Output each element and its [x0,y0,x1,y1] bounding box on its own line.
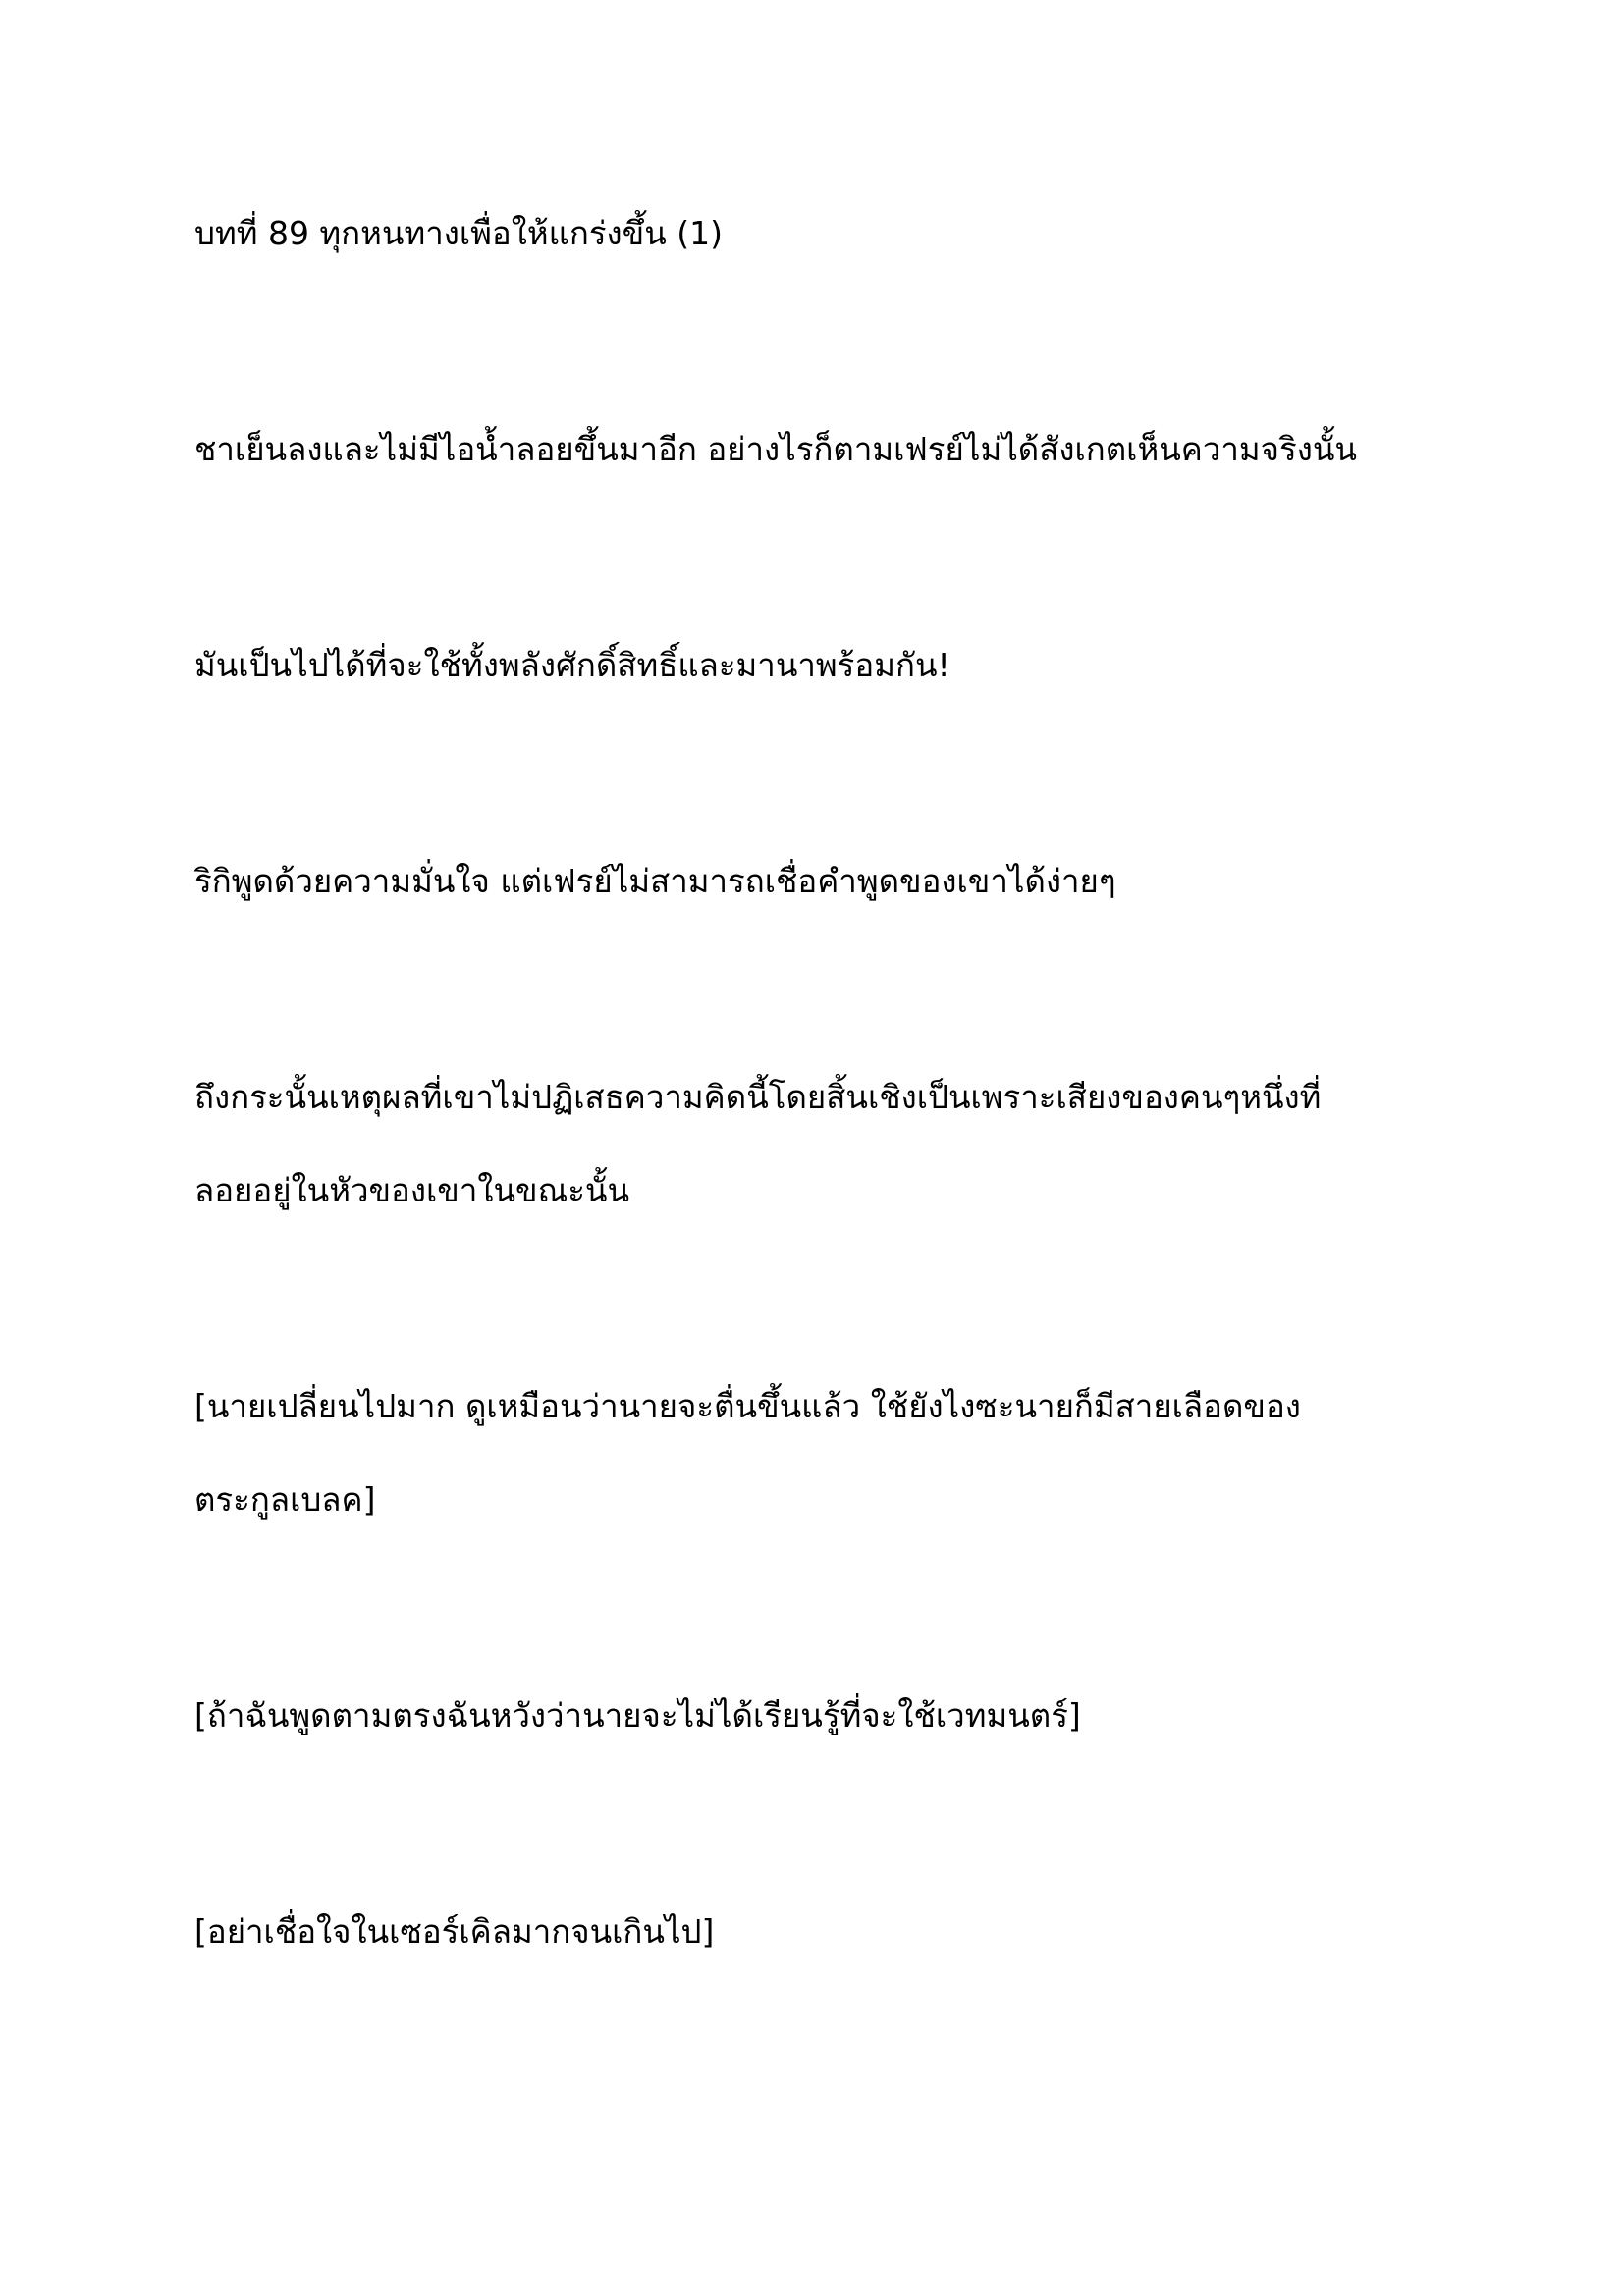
paragraph-line: ชาเย็นลงและไม่มีไอน้ำลอยขึ้นมาอีก อย่างไรก็ตามเฟรย์ไม่ได้สังเกตเห็นความจริงนั้น [194,430,1357,468]
paragraph-line: ถึงกระนั้นเหตุผลที่เขาไม่ปฏิเสธความคิดนี้โดยสิ้นเชิงเป็นเพราะเสียงของคนๆหนึ่งที่ [194,1078,1322,1116]
chapter-title: บทที่ 89 ทุกหนทางเพื่อให้แกร่งขึ้น (1) [194,214,724,252]
paragraph-line: [ถ้าฉันพูดตามตรงฉันหวังว่านายจะไม่ได้เรียนรู้ที่จะใช้เวทมนตร์] [194,1696,1081,1735]
paragraph-line: มันเป็นไปได้ที่จะใช้ทั้งพลังศักดิ์สิทธิ์และมานาพร้อมกัน! [194,646,950,684]
paragraph-line: [นายเปลี่ยนไปมาก ดูเหมือนว่านายจะตื่นขึ้นแล้ว ใช้ยังไงซะนายก็มีสายเลือดของ [194,1387,1301,1425]
paragraph-line: ตระกูลเบลค] [194,1480,376,1519]
paragraph-line: ริกิพูดด้วยความมั่นใจ แต่เฟรย์ไม่สามารถเชื่อคำพูดของเขาได้ง่ายๆ [194,862,1116,900]
paragraph-line: [อย่าเชื่อใจในเซอร์เคิลมากจนเกินไป] [194,1912,715,1950]
paragraph-line: ลอยอยู่ในหัวของเขาในขณะนั้น [194,1171,630,1209]
